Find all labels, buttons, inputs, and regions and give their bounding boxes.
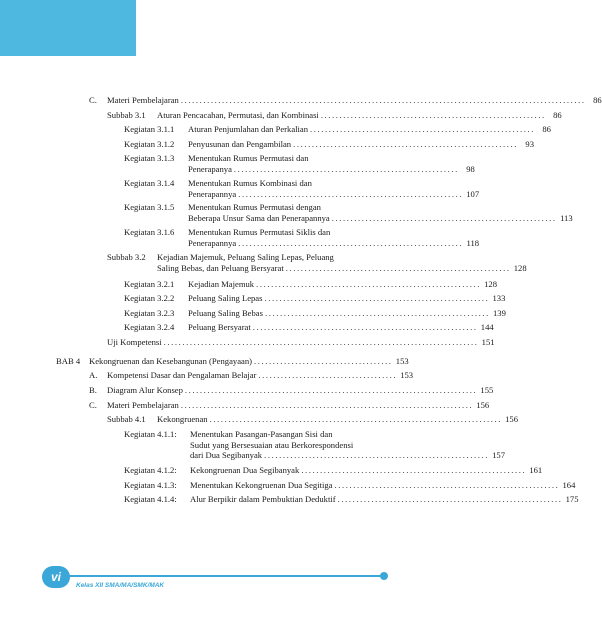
toc-page: 157 [492,450,505,460]
toc-title-line-3: dari Dua Segibanyak [190,450,263,460]
toc-title: Aturan Pencacahan, Permutasi, dan Kombinasi [157,110,319,120]
toc-page: 86 [593,95,602,105]
toc-label: Kegiatan 3.1.1 [124,124,175,134]
toc-label: C. [89,400,97,410]
leader-dots: ............................................................ [233,163,459,174]
toc-title: Peluang Bersyarat [188,322,251,332]
toc-entry-kegiatan-3-1-4[interactable] [124,178,480,199]
toc-page: 86 [553,110,562,120]
toc-label: Kegiatan 3.2.2 [124,293,175,303]
footer-rule [52,575,384,577]
toc-entry-subbab-3-2[interactable] [107,252,527,273]
toc-title: Uji Kompetensi [107,337,162,347]
toc-title-line-2: Sudut yang Bersesuaian atau Berkorespondensi [190,439,354,450]
toc-page: 161 [529,465,543,475]
toc-title-line-1: Kejadian Majemuk, Peluang Saling Lepas, Peluang [157,252,334,262]
toc-title: Materi Pembelajaran [107,95,179,105]
toc-page: 128 [484,279,498,289]
toc-title: Kekongruenan Dua Segibanyak [190,465,300,475]
toc-page: 155 [480,385,494,395]
toc-page: 175 [565,494,579,504]
toc-page: 151 [481,337,495,347]
toc-title-line-1: Menentukan Rumus Permutasi Siklis dan [188,227,331,237]
leader-dots: ............................................................ [264,308,490,318]
toc-label: Kegiatan 3.1.2 [124,139,175,149]
toc-entry-kegiatan-4-1-4[interactable] [124,494,579,505]
toc-page: 107 [466,188,480,199]
toc-entry-kompetensi-dasar[interactable] [89,370,414,381]
toc-label: Kegiatan 4.1.1: [124,429,177,439]
toc-page: 86 [542,124,551,134]
toc-label: Kegiatan 3.1.5 [124,202,175,212]
toc-label: B. [89,385,97,395]
toc-entry-materi-4[interactable] [89,400,490,411]
leader-dots: ............................................................ [238,237,464,248]
leader-dots: ............................................................ [264,450,489,460]
toc-entry-kegiatan-3-2-1[interactable] [124,279,498,290]
toc-page: 93 [525,139,535,149]
leader-dots: ............................................................ [301,465,527,475]
toc-label: Kegiatan 3.2.4 [124,322,175,332]
toc-label: BAB 4 [56,356,81,366]
leader-dots: .................................................................................... [163,337,479,347]
leader-dots: .............................................................................. [180,400,474,410]
corner-decoration [0,0,136,56]
toc-title-line-1: Menentukan Rumus Permutasi dan [188,153,309,163]
footer-rule-end-dot [380,572,388,580]
toc-page: 139 [492,308,506,318]
toc-label: Kegiatan 4.1.3: [124,480,177,490]
toc-title: Kekongruenan dan Kesebangunan (Pengayaan) [89,356,252,366]
leader-dots: ............................................................ [293,139,519,149]
toc-label: Kegiatan 3.1.3 [124,153,175,163]
book-title-footer: Kelas XII SMA/MA/SMK/MAK [76,582,165,589]
toc-title: Aturan Penjumlahan dan Perkalian [188,124,309,134]
toc-entry-kegiatan-3-1-1[interactable] [124,124,551,135]
leader-dots: ............................................................................................................ [180,95,586,105]
toc-title-line-1: Menentukan Rumus Kombinasi dan [188,178,312,188]
toc-entry-subbab-3-1[interactable] [107,110,562,121]
toc-title: Kejadian Majemuk [188,279,255,289]
leader-dots: ............................................................ [331,212,557,223]
toc-entry-kegiatan-4-1-1[interactable] [124,429,505,461]
leader-dots: .............................................................................. [209,414,502,424]
toc-title: Peluang Saling Lepas [188,293,263,303]
toc-entry-kegiatan-3-1-5[interactable] [124,202,573,223]
toc-title-line-2: Penerapanya [188,163,232,174]
toc-title-line-1: Menentukan Rumus Permutasi dengan [188,202,321,212]
toc-title-line-1: Menentukan Pasangan-Pasangan Sisi dan [190,429,333,439]
toc-entry-kegiatan-3-2-3[interactable] [124,308,506,319]
toc-entry-kegiatan-3-1-6[interactable] [124,227,480,248]
toc-title: Penyusunan dan Pengambilan [188,139,292,149]
toc-label: Kegiatan 3.1.6 [124,227,175,237]
leader-dots: ............................................................ [334,480,560,490]
leader-dots: ..................................... [258,370,398,380]
leader-dots: ..................................... [253,356,393,366]
toc-page: 98 [466,163,475,174]
toc-page: 153 [395,356,409,366]
page-number-badge: vi [42,566,70,588]
toc-label: Kegiatan 4.1.2: [124,465,177,475]
toc-title: Peluang Saling Bebas [188,308,263,318]
toc-label: Subbab 4.1 [107,414,146,424]
toc-entry-kegiatan-3-1-2[interactable] [124,139,535,150]
toc-title-line-2: Saling Bebas, dan Peluang Bersyarat [157,262,284,273]
toc-page: 113 [560,212,573,223]
toc-title: Diagram Alur Konsep [107,385,183,395]
leader-dots: ............................................................ [264,293,490,303]
toc-entry-kegiatan-4-1-3[interactable] [124,480,576,491]
toc-page: 164 [562,480,576,490]
toc-page: 118 [466,237,480,248]
toc-page: 153 [400,370,414,380]
toc-page: 156 [476,400,490,410]
toc-label: Kegiatan 3.1.4 [124,178,175,188]
toc-entry-materi[interactable] [89,95,602,106]
toc-page: 144 [480,322,494,332]
toc-title-line-2: Beberapa Unsur Sama dan Penerapannya [188,212,330,223]
toc-title: Kompetensi Dasar dan Pengalaman Belajar [107,370,257,380]
toc-title: Menentukan Kekongruenan Dua Segitiga [190,480,333,490]
leader-dots: ............................................................ [337,494,563,504]
toc-page: 128 [513,262,527,273]
toc-label: C. [89,95,97,105]
leader-dots: ............................................................ [320,110,546,120]
toc-entry-kegiatan-3-2-2[interactable] [124,293,506,304]
toc-entry-kegiatan-3-2-4[interactable] [124,322,494,333]
toc-label: Subbab 3.2 [107,252,146,262]
toc-label: Kegiatan 3.2.3 [124,308,175,318]
leader-dots: ............................................................ [238,188,464,199]
toc-title: Kekongruenan [157,414,208,424]
toc-entry-diagram-alur[interactable] [89,385,494,396]
leader-dots: .............................................................................. [184,385,478,395]
leader-dots: ............................................................ [310,124,535,134]
toc-entry-kegiatan-4-1-2[interactable] [124,465,543,476]
toc-entry-uji-kompetensi[interactable] [107,337,495,348]
toc-label: Kegiatan 3.2.1 [124,279,175,289]
toc-title: Materi Pembelajaran [107,400,179,410]
leader-dots: ............................................................ [256,279,482,289]
toc-page: 156 [505,414,518,424]
leader-dots: ............................................................ [285,262,511,273]
toc-title: Alur Berpikir dalam Pembuktian Deduktif [190,494,336,504]
toc-page: 133 [492,293,506,303]
toc-entry-subbab-4-1[interactable] [107,414,518,425]
toc-entry-kegiatan-3-1-3[interactable] [124,153,475,174]
toc-label: Subbab 3.1 [107,110,146,120]
toc-title-line-2: Penerapannya [188,188,237,199]
toc-label: Kegiatan 4.1.4: [124,494,177,504]
leader-dots: ............................................................ [252,322,478,332]
toc-title-line-2: Penerapannya [188,237,237,248]
toc-entry-bab-4[interactable] [56,356,409,367]
toc-label: A. [89,370,98,380]
